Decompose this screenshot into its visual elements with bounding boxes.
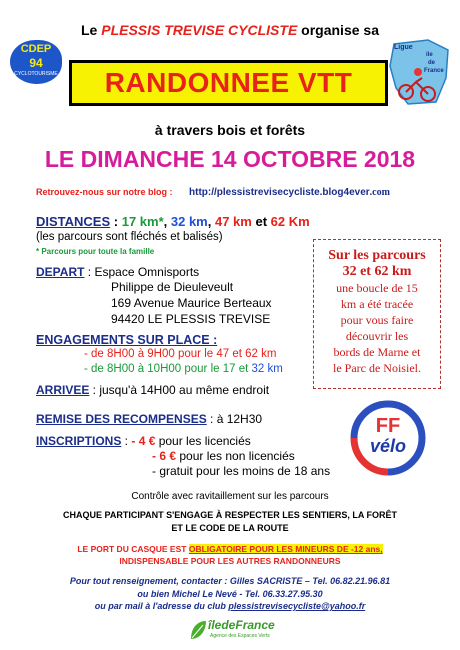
distance-17: 17 km*: [121, 214, 164, 229]
depart-label: DEPART: [36, 265, 85, 279]
ffvelo-ff: FF: [375, 415, 401, 437]
parcours-text-2: km a été tracée: [340, 297, 414, 311]
event-date: LE DIMANCHE 14 OCTOBRE 2018: [44, 146, 416, 172]
subtitle: à travers bois et forêts: [154, 122, 306, 138]
club-name: PLESSIS TREVISE CYCLISTE: [101, 22, 298, 38]
depart-line-4: 94420 LE PLESSIS TREVISE: [111, 312, 271, 326]
parcours-text-1: une boucle de 15: [336, 281, 418, 295]
remise-line: REMISE DES RECOMPENSES : à 12H30: [36, 412, 263, 426]
contact-line-1: Pour tout renseignement, contacter : Gilles SACRISTE – Tel. 06.82.21.96.81: [69, 576, 391, 586]
blog-line: [36, 187, 390, 198]
parcours-text-3: pour vous faire: [340, 313, 414, 327]
parcours-text-5: bords de Marne et: [333, 345, 421, 359]
header-suffix: organise sa: [297, 22, 379, 38]
ffvelo-velo: vélo: [369, 436, 407, 456]
arrivee-label: ARRIVEE: [36, 383, 90, 397]
contact-line-2: ou bien Michel Le Nevé - Tel. 06.33.27.95.30: [137, 589, 323, 599]
contact-line-3: ou par mail à l'adresse du club plessistrevisecycliste@yahoo.fr: [94, 601, 366, 611]
controle-line: Contrôle avec ravitaillement sur les parcours: [131, 491, 329, 502]
ffvelo-logo: [350, 400, 426, 476]
depart-line-2: Philippe de Dieuleveult: [111, 280, 234, 294]
parcours-text-4: découvrir les: [345, 329, 409, 343]
inscriptions-line-3: - gratuit pour les moins de 18 ans: [152, 464, 331, 478]
remise-label: REMISE DES RECOMPENSES: [36, 412, 207, 426]
parcours-box: [313, 239, 441, 389]
blog-url[interactable]: http://plessistrevisecycliste.blog4ever.com: [189, 187, 390, 198]
distance-47: 47 km: [214, 214, 252, 229]
ligue-logo: Ligue ile de France: [388, 38, 452, 110]
iledefrance-logo: îledeFrance Agence des Espaces Verts: [188, 617, 288, 645]
casque-line-2: INDISPENSABLE POUR LES AUTRES RANDONNEURS: [119, 556, 341, 566]
inscriptions-line-1: INSCRIPTIONS : - 4 € pour les licenciés: [36, 434, 251, 448]
engage-line-2: ET LE CODE DE LA ROUTE: [171, 523, 289, 533]
distances-label: DISTANCES: [36, 214, 111, 229]
codep-logo: CDEP 94 CYCLOTOURISME: [10, 40, 62, 84]
casque-line-1: LE PORT DU CASQUE EST OBLIGATOIRE POUR LES MINEURS DE -12 ans,: [77, 544, 383, 554]
title-box: [69, 60, 388, 106]
engagement-line-1: - de 8H00 à 9H00 pour le 47 et 62 km: [84, 348, 277, 360]
inscriptions-label: INSCRIPTIONS: [36, 434, 122, 448]
blog-label: Retrouvez-nous sur notre blog :: [36, 187, 173, 197]
header-line: [0, 22, 460, 38]
leaf-icon: [188, 619, 208, 641]
distances-note: (les parcours sont fléchés et balisés): [36, 231, 223, 243]
depart-block: [36, 264, 199, 280]
header-prefix: Le: [81, 22, 102, 38]
parcours-title-2: 32 et 62 km: [342, 264, 412, 279]
family-note: * Parcours pour toute la famille: [36, 247, 155, 256]
parcours-title-1: Sur les parcours: [328, 248, 426, 263]
parcours-text-6: le Parc de Noisiel.: [333, 361, 421, 375]
distances-line: DISTANCES : 17 km*, 32 km, 47 km et 62 Km: [36, 214, 310, 229]
distance-32: 32 km: [170, 214, 208, 229]
engage-line-1: CHAQUE PARTICIPANT S'ENGAGE À RESPECTER LES SENTIERS, LA FORÊT: [62, 510, 397, 520]
engagements-label: ENGAGEMENTS SUR PLACE :: [36, 333, 218, 347]
arrivee-line: ARRIVEE : jusqu'à 14H00 au même endroit: [36, 383, 270, 397]
event-title: RANDONNEE VTT: [104, 67, 353, 98]
engagement-line-2: - de 8H00 à 10H00 pour le 17 et 32 km: [84, 363, 283, 375]
depart-line-3: 169 Avenue Maurice Berteaux: [111, 296, 272, 310]
depart-line-1: : Espace Omnisports: [87, 265, 200, 279]
inscriptions-line-2: - 6 € pour les non licenciés: [152, 449, 295, 463]
club-email-link[interactable]: plessistrevisecycliste@yahoo.fr: [228, 601, 366, 611]
distance-62: 62 Km: [270, 214, 310, 229]
